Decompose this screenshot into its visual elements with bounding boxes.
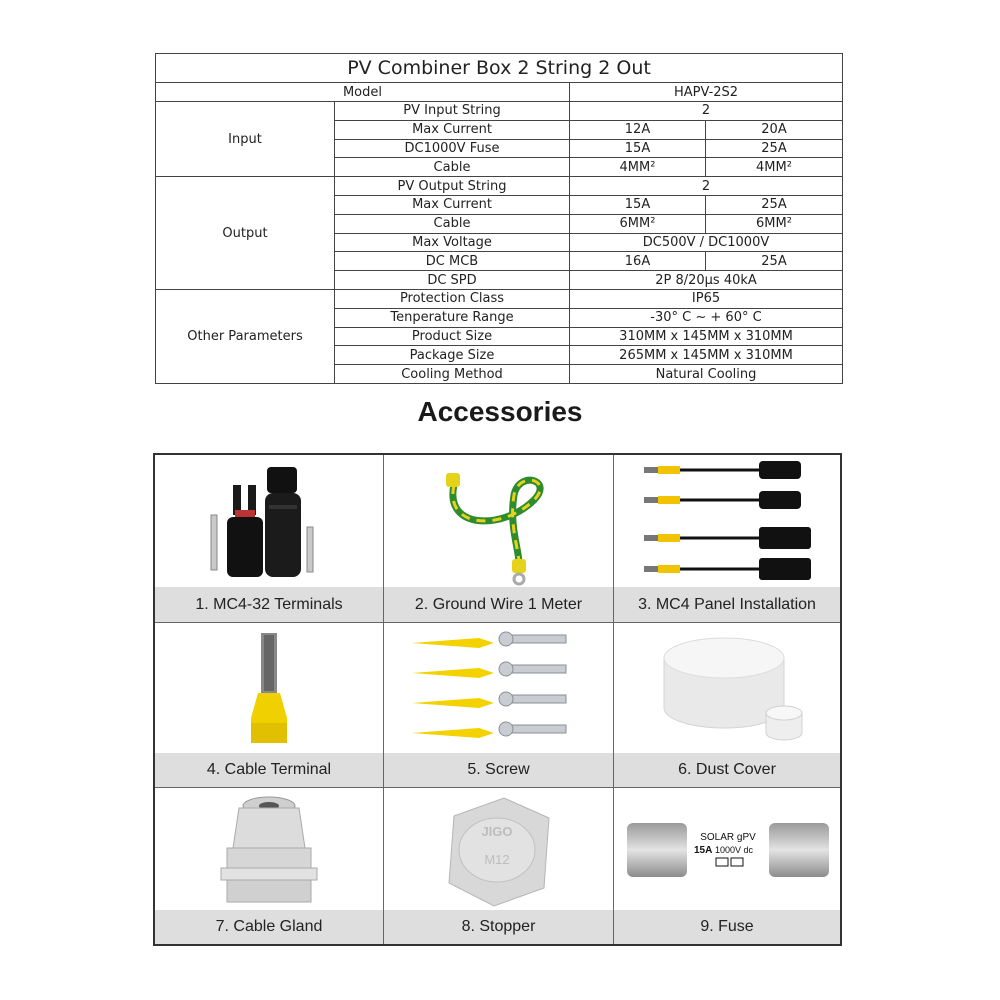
- protection-label: Protection Class: [335, 290, 570, 309]
- fuse-a: 15A: [570, 139, 706, 158]
- fuse-icon: [614, 788, 840, 910]
- spec-title: PV Combiner Box 2 String 2 Out: [156, 54, 843, 83]
- other-group-label: Other Parameters: [156, 290, 335, 384]
- pv-output-label: PV Output String: [335, 177, 570, 196]
- ground-wire-icon: [384, 455, 614, 588]
- max-voltage-label: Max Voltage: [335, 233, 570, 252]
- screw-anchor-icon: [384, 623, 614, 754]
- package-size-value: 265MM x 145MM x 310MM: [570, 346, 843, 365]
- package-size-label: Package Size: [335, 346, 570, 365]
- pv-input-label: PV Input String: [335, 102, 570, 121]
- max-voltage-value: DC500V / DC1000V: [570, 233, 843, 252]
- input-max-current-b: 20A: [706, 120, 843, 139]
- fuse-amp: 15A: [694, 845, 713, 856]
- caption-cable-gland: 7. Cable Gland: [155, 910, 383, 944]
- caption-ground-wire: 2. Ground Wire 1 Meter: [384, 587, 613, 622]
- accessory-mc4-panel: [614, 455, 840, 623]
- mcb-label: DC MCB: [335, 252, 570, 271]
- dust-cover-icon: [614, 623, 840, 754]
- output-cable-a: 6MM²: [570, 214, 706, 233]
- accessory-mc4-terminals: [155, 455, 384, 623]
- caption-stopper: 8. Stopper: [384, 910, 613, 944]
- product-size-value: 310MM x 145MM x 310MM: [570, 327, 843, 346]
- input-cable-a: 4MM²: [570, 158, 706, 177]
- fuse-volt: 1000V dc: [715, 845, 754, 855]
- mcb-b: 25A: [706, 252, 843, 271]
- model-label: Model: [156, 83, 570, 102]
- protection-value: IP65: [570, 290, 843, 309]
- accessories-grid: [153, 453, 842, 946]
- pv-output-value: 2: [570, 177, 843, 196]
- output-cable-b: 6MM²: [706, 214, 843, 233]
- mc4-connector-icon: [155, 455, 384, 588]
- fuse-label: SOLAR gPV: [700, 832, 756, 843]
- cable-terminal-icon: [155, 623, 384, 754]
- accessory-fuse: [614, 788, 840, 944]
- spec-table: [155, 53, 843, 384]
- cooling-label: Cooling Method: [335, 365, 570, 384]
- output-group-label: Output: [156, 177, 335, 290]
- caption-fuse: 9. Fuse: [614, 910, 840, 944]
- stopper-icon: [384, 788, 614, 910]
- spd-label: DC SPD: [335, 271, 570, 290]
- caption-cable-terminal: 4. Cable Terminal: [155, 753, 383, 787]
- model-value: HAPV-2S2: [570, 83, 843, 102]
- accessory-stopper: [384, 788, 614, 944]
- caption-dust-cover: 6. Dust Cover: [614, 753, 840, 787]
- pv-input-value: 2: [570, 102, 843, 121]
- input-cable-label: Cable: [335, 158, 570, 177]
- product-size-label: Product Size: [335, 327, 570, 346]
- caption-mc4-terminals: 1. MC4-32 Terminals: [155, 587, 383, 622]
- accessories-title: Accessories: [417, 396, 583, 427]
- caption-mc4-panel: 3. MC4 Panel Installation: [614, 587, 840, 622]
- accessory-dust-cover: [614, 623, 840, 788]
- mcb-a: 16A: [570, 252, 706, 271]
- temp-label: Tenperature Range: [335, 308, 570, 327]
- input-group-label: Input: [156, 102, 335, 177]
- mc4-panel-cable-icon: [614, 455, 840, 588]
- output-cable-label: Cable: [335, 214, 570, 233]
- temp-value: -30° C ~ + 60° C: [570, 308, 843, 327]
- accessory-screw: [384, 623, 614, 788]
- output-max-current-b: 25A: [706, 196, 843, 215]
- input-cable-b: 4MM²: [706, 158, 843, 177]
- input-max-current-a: 12A: [570, 120, 706, 139]
- caption-screw: 5. Screw: [384, 753, 613, 787]
- output-max-current-a: 15A: [570, 196, 706, 215]
- fuse-label: DC1000V Fuse: [335, 139, 570, 158]
- output-max-current-label: Max Current: [335, 196, 570, 215]
- input-max-current-label: Max Current: [335, 120, 570, 139]
- cooling-value: Natural Cooling: [570, 365, 843, 384]
- stopper-brand: JIGO: [481, 824, 513, 839]
- accessory-ground-wire: [384, 455, 614, 623]
- accessory-cable-terminal: [155, 623, 384, 788]
- fuse-b: 25A: [706, 139, 843, 158]
- spd-value: 2P 8/20μs 40kA: [570, 271, 843, 290]
- stopper-size: M12: [484, 852, 510, 867]
- accessory-cable-gland: [155, 788, 384, 944]
- cable-gland-icon: [155, 788, 384, 910]
